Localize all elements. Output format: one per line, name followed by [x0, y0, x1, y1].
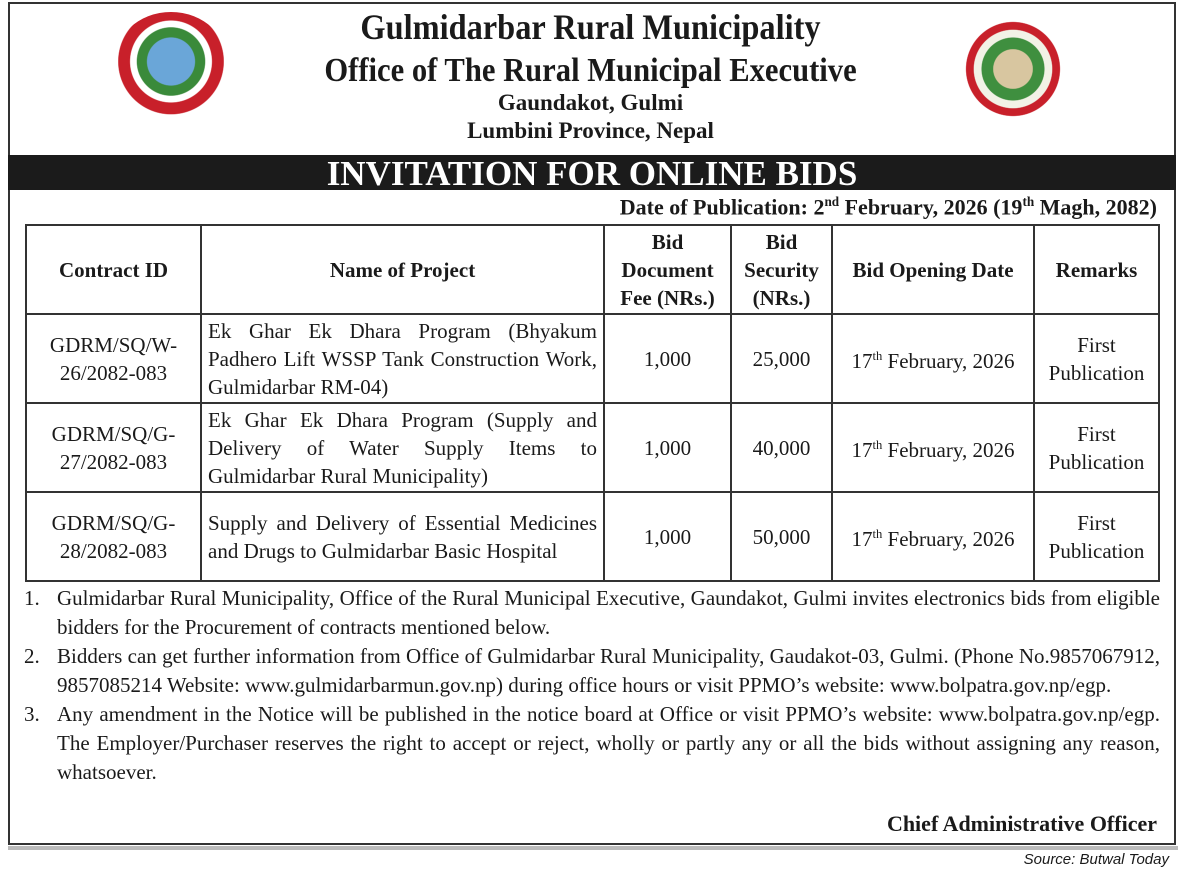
- contract-id: GDRM/SQ/G-28/2082-083: [26, 492, 201, 581]
- table-row: [26, 403, 1159, 492]
- bid-security: 40,000: [731, 403, 832, 492]
- address-line-1: Gaundakot, Gulmi: [497, 90, 684, 115]
- table-header-row: [26, 225, 1159, 314]
- note-text: Bidders can get further information from Office of Gulmidarbar Rural Municipality, Gaudakot-03, Gulmi. (Phone No.9857067912, 9857085214 Website: www.gulmidarbarmun.gov.np) during office hours or visit PPMO’s website: www.bolpatra.gov.np/egp.: [57, 644, 1160, 697]
- note-number: 1.: [24, 586, 40, 610]
- remarks: First Publication: [1034, 403, 1159, 492]
- table-row: [26, 314, 1159, 403]
- col-remarks: Remarks: [1034, 225, 1159, 314]
- signatory: Chief Administrative Officer: [886, 811, 1157, 836]
- opening-date: 17th February, 2026: [832, 314, 1034, 403]
- table-row: [26, 492, 1159, 581]
- note-text: Gulmidarbar Rural Municipality, Office of the Rural Municipal Executive, Gaundakot, Gulmi invites electronics bids from eligible bidders for the Procurement of contracts mentioned below.: [57, 586, 1160, 639]
- doc-fee: 1,000: [604, 314, 731, 403]
- doc-fee: 1,000: [604, 403, 731, 492]
- bids-table: [25, 224, 1160, 582]
- note-text: Any amendment in the Notice will be published in the notice board at Office or visit PPMO’s website: www.bolpatra.gov.np/egp. The Employer/Purchaser reserves the right to accept or reject, wholly or partly any or all the bids without assigning any reason, whatsoever.: [57, 702, 1160, 784]
- remarks: First Publication: [1034, 314, 1159, 403]
- contract-id: GDRM/SQ/W-26/2082-083: [26, 314, 201, 403]
- notice-banner: INVITATION FOR ONLINE BIDS: [8, 155, 1176, 190]
- note-number: 2.: [24, 644, 40, 668]
- remarks: First Publication: [1034, 492, 1159, 581]
- col-opening-date: Bid Opening Date: [832, 225, 1034, 314]
- municipality-title: Gulmidarbar Rural Municipality: [360, 7, 821, 47]
- col-security: Bid Security (NRs.): [731, 225, 832, 314]
- note-item: [24, 700, 1160, 787]
- frame-shadow: [8, 846, 1178, 850]
- address-line-2: Lumbini Province, Nepal: [467, 118, 714, 143]
- bid-security: 25,000: [731, 314, 832, 403]
- publication-date: Date of Publication: 2nd February, 2026 (19th Magh, 2082): [619, 194, 1157, 220]
- col-contract-id: Contract ID: [26, 225, 201, 314]
- contract-id: GDRM/SQ/G-27/2082-083: [26, 403, 201, 492]
- project-name: Supply and Delivery of Essential Medicines and Drugs to Gulmidarbar Basic Hospital: [201, 492, 604, 581]
- note-item: [24, 584, 1160, 642]
- note-number: 3.: [24, 702, 40, 726]
- opening-date: 17th February, 2026: [832, 403, 1034, 492]
- project-name: Ek Ghar Ek Dhara Program (Bhyakum Padhero Lift WSSP Tank Construction Work, Gulmidarbar RM-04): [201, 314, 604, 403]
- source-credit: Source: Butwal Today: [1023, 851, 1169, 868]
- bid-security: 50,000: [731, 492, 832, 581]
- office-title: Office of The Rural Municipal Executive: [324, 52, 857, 89]
- doc-fee: 1,000: [604, 492, 731, 581]
- col-project-name: Name of Project: [201, 225, 604, 314]
- col-doc-fee: Bid Document Fee (NRs.): [604, 225, 731, 314]
- note-item: [24, 642, 1160, 700]
- notes-list: [24, 584, 1160, 787]
- opening-date: 17th February, 2026: [832, 492, 1034, 581]
- project-name: Ek Ghar Ek Dhara Program (Supply and Delivery of Water Supply Items to Gulmidarbar Rural Municipality): [201, 403, 604, 492]
